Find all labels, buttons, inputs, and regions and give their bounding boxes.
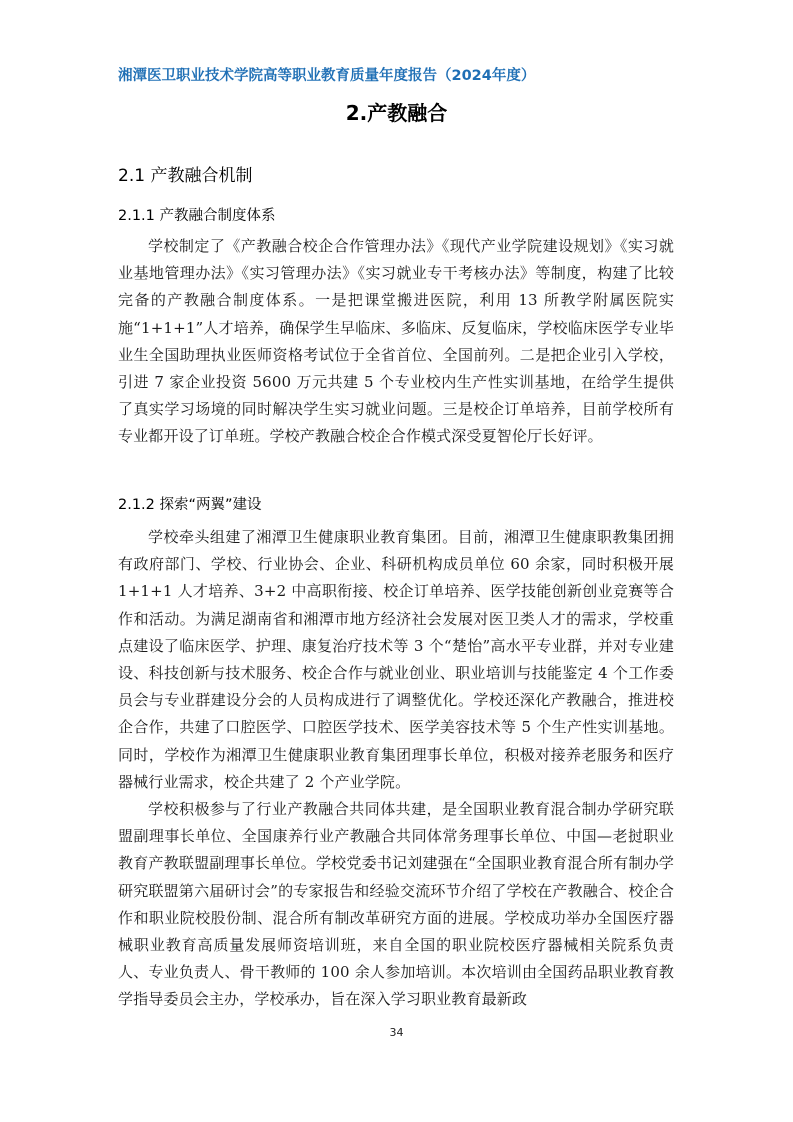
subsection-heading: 2.1.1 产教融合制度体系 [118,208,276,224]
section-heading: 2.1 产教融合机制 [118,166,253,186]
subsection-heading: 2.1.2 探索“两翼”建设 [118,497,262,513]
body-paragraph: 学校制定了《产教融合校企合作管理办法》《现代产业学院建设规划》《实习就业基地管理办法》《实习管理办法》《实习就业专干考核办法》等制度，构建了比较完备的产教融合制度体系。一是把课堂搬进医院，利用 13 所教学附属医院实施“1+1+1”人才培养，确保学生早临床、多临床、反复临床，学校临床医学专业毕业生全国助理执业医师资格考试位于全省首位、全国前列。二是把企业引入学校，引进 7 家企业投资 5600 万元共建 5 个专业校内生产性实训基地，在给学生提供了真实学习场境的同时解决学生实习就业问题。三是校企订单培养，目前学校所有专业都开设了订单班。学校产教融合校企合作模式深受夏智伦厅长好评。 [118,237,674,446]
page-number: 34 [389,1026,404,1039]
body-paragraph: 学校牵头组建了湘潭卫生健康职业教育集团。目前，湘潭卫生健康职教集团拥有政府部门、学校、行业协会、企业、科研机构成员单位 60 余家，同时积极开展 1+1+1 人才培养、3+2 中高职衔接、校企订单培养、医学技能创新创业竞赛等合作和活动。为满足湖南省和湘潭市地方经济社会发展对医卫类人才的需求，学校重点建设了临床医学、护理、康复治疗技术等 3 个“楚怡”高水平专业群，并对专业建设、科技创新与技术服务、校企合作与就业创业、职业培训与技能鉴定 4 个工作委员会与专业群建设分会的人员构成进行了调整优化。学校还深化产教融合，推进校企合作，共建了口腔医学、口腔医学技术、医学美容技术等 5 个生产性实训基地。同时，学校作为湘潭卫生健康职业教育集团理事长单位，积极对接养老服务和医疗器械行业需求，校企共建了 2 个产业学院。 [118,528,674,791]
chapter-title: 2.产教融合 [345,101,448,125]
running-header: 湘潭医卫职业技术学院高等职业教育质量年度报告（2024年度） [118,68,536,84]
body-paragraph: 学校积极参与了行业产教融合共同体共建，是全国职业教育混合制办学研究联盟副理事长单位、全国康养行业产教融合共同体常务理事长单位、中国—老挝职业教育产教联盟副理事长单位。学校党委书记刘建强在“全国职业教育混合所有制办学研究联盟第六届研讨会”的专家报告和经验交流环节介绍了学校在产教融合、校企合作和职业院校股份制、混合所有制改革研究方面的进展。学校成功举办全国医疗器械职业教育高质量发展师资培训班，来自全国的职业院校医疗器械相关院系负责人、专业负责人、骨干教师的 100 余人参加培训。本次培训由全国药品职业教育教学指导委员会主办，学校承办，旨在深入学习职业教育最新政 [118,800,674,1009]
